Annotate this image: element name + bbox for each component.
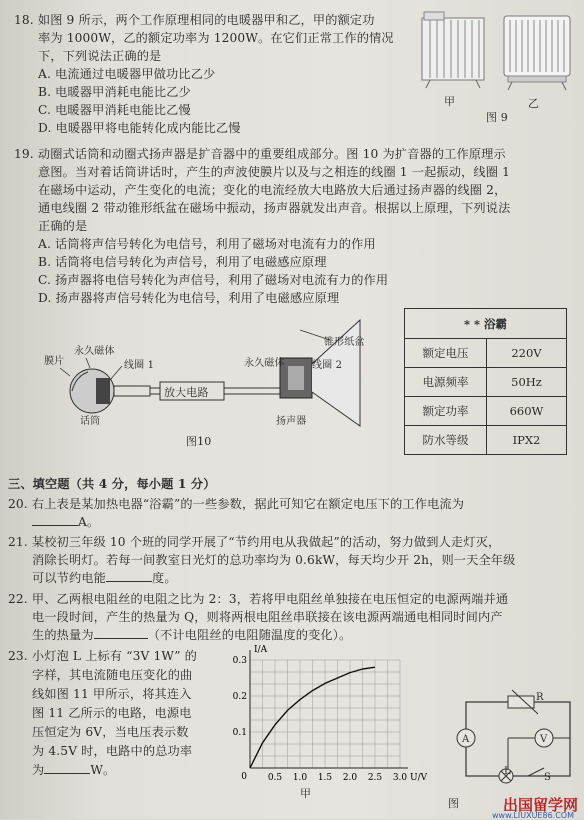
q21-line1: 21. 某校初三年级 10 个班的同学开展了“节约用电从我做起”的活动，努力做到人走灯灭， bbox=[8, 535, 501, 549]
q20-line1: 20. 右上表是某加热电器“浴霸”的一些参数，据此可知它在额定电压下的工作电流为 bbox=[8, 497, 465, 511]
q18-option-a: A. 电流通过电暖器甲做功比乙少 bbox=[38, 67, 216, 81]
q18-line3: 下，下列说法正确的是 bbox=[38, 49, 162, 63]
spec-value: 660W bbox=[487, 397, 567, 426]
graph-caption-jia: 甲 bbox=[300, 787, 312, 800]
q19-line2: 意图。当对着话筒讲话时，产生的声波使膜片以及与之相连的线圈 1 一起振动，线圈 1 bbox=[38, 165, 511, 179]
q23-line1: 23. 小灯泡 L 上标有 “3V 1W” 的 bbox=[8, 649, 198, 663]
q23-line3: 线如图 11 甲所示，将其连入 bbox=[32, 687, 192, 701]
x-tick-label: 2.5 bbox=[367, 773, 383, 783]
fig9-caption: 图 9 bbox=[486, 111, 508, 124]
heater-yi-icon bbox=[504, 16, 570, 90]
q23-line4: 图 11 乙所示的电路，电源电 bbox=[32, 706, 192, 720]
q23-line7: 为 W。 bbox=[32, 763, 116, 777]
circuit-label-s: S bbox=[544, 772, 552, 783]
iv-curve-chart bbox=[226, 640, 428, 800]
fig10-caption: 图10 bbox=[186, 435, 212, 448]
q23-line5: 压恒定为 6V，当电压表示数 bbox=[32, 725, 189, 739]
y-tick-label: 0.1 bbox=[232, 728, 247, 738]
x-tick-label: 3.0 bbox=[392, 773, 408, 783]
fig10-label-coil1: 线圈 1 bbox=[124, 360, 155, 371]
x-axis-label: U/V bbox=[410, 773, 428, 783]
spec-key: 防水等级 bbox=[405, 426, 487, 455]
q19-option-c: C. 扬声器将电信号转化为声信号，利用了磁场对电流有力的作用 bbox=[38, 273, 389, 287]
spec-table-title: * * 浴霸 bbox=[405, 309, 567, 339]
x-tick-label: 1.5 bbox=[317, 773, 333, 783]
spec-key: 额定功率 bbox=[405, 397, 487, 426]
q22-answer-blank[interactable] bbox=[94, 627, 148, 639]
fig9-label-yi: 乙 bbox=[528, 97, 540, 110]
y-tick-label: 0.2 bbox=[232, 692, 247, 702]
q21-line2: 消除长明灯。若每一间教室日光灯的总功率均为 0.6kW，每天均少开 2h，则一天全年级 bbox=[32, 553, 516, 567]
origin-label: 0 bbox=[241, 772, 247, 782]
q22-line3: 生的热量为 （不计电阻丝的电阻随温度的变化）。 bbox=[32, 628, 352, 642]
fig11-tail: 图 bbox=[448, 797, 460, 810]
q18-line2: 率为 1000W，乙的额定功率为 1200W。在它们正常工作的情况 bbox=[38, 31, 394, 45]
y-tick-label: 0.3 bbox=[232, 656, 247, 666]
watermark-url: www.LIUXUE86.COM bbox=[491, 811, 574, 820]
fig10-label-amplifier: 放大电路 bbox=[164, 386, 209, 399]
q23-line6: 为 4.5V 时，电路中的总功率 bbox=[32, 744, 193, 758]
spec-value: 220V bbox=[487, 339, 567, 368]
fig9-heaters bbox=[412, 6, 580, 124]
spec-key: 电源频率 bbox=[405, 368, 487, 397]
circuit-label-r: R bbox=[536, 692, 544, 703]
q19-line1: 19. 动圈式话筒和动圈式扬声器是扩音器中的重要组成部分。图 10 为扩音器的工作原理示 bbox=[14, 147, 506, 161]
spec-value: IPX2 bbox=[487, 426, 567, 455]
fig10-label-microphone: 话筒 bbox=[80, 416, 101, 427]
heater-jia-icon bbox=[422, 12, 484, 88]
section-3-heading: 三、填空题（共 4 分，每小题 1 分） bbox=[8, 477, 216, 491]
x-tick-label: 2.0 bbox=[342, 773, 358, 783]
q19-option-d: D. 扬声器将声信号转化为电信号，利用了电磁感应原理 bbox=[38, 291, 340, 305]
fig10-label-coil2: 线圈 2 bbox=[312, 360, 343, 371]
fig10-label-cone: 锥形纸盆 bbox=[324, 337, 365, 348]
x-tick-label: 1.0 bbox=[292, 773, 308, 783]
y-axis-label: I/A bbox=[254, 645, 268, 655]
q19-option-a: A. 话筒将声信号转化为电信号，利用了磁场对电流有力的作用 bbox=[38, 237, 376, 251]
circuit-label-l: L bbox=[504, 766, 511, 777]
switch-icon bbox=[528, 768, 544, 776]
q19-option-b: B. 话筒将电信号转化为声信号，利用了电磁感应原理 bbox=[38, 255, 327, 269]
q23-line2: 字样，其电流随电压变化的曲 bbox=[32, 668, 193, 682]
q21-answer-blank[interactable] bbox=[106, 570, 152, 582]
circuit-label-a: A bbox=[462, 734, 470, 745]
q20-answer-blank[interactable] bbox=[32, 514, 78, 526]
q18-option-b: B. 电暖器甲消耗电能比乙少 bbox=[38, 85, 191, 99]
fig10-label-diaphragm: 膜片 bbox=[44, 356, 65, 367]
q19-line4: 通电线圈 2 带动锥形纸盆在磁场中振动，扬声器就发出声音。根据以上原理，下列说法 bbox=[38, 201, 511, 215]
q22-line2: 电一段时间，产生的热量为 Q，则将两根电阻丝串联接在该电源两端通电相同时间内产 bbox=[32, 610, 503, 624]
spec-table bbox=[404, 308, 567, 455]
q23-answer-blank[interactable] bbox=[44, 762, 90, 774]
q18-line1: 18. 如图 9 所示，两个工作原理相同的电暖器甲和乙，甲的额定功 bbox=[14, 13, 375, 27]
fig10-label-magnet1: 永久磁体 bbox=[74, 346, 115, 357]
q21-line3: 可以节约电能 度。 bbox=[32, 571, 177, 585]
q19-line3: 在磁场中运动，产生变化的电流；变化的电流经放大电路放大后通过扬声器的线圈 2， bbox=[38, 183, 507, 197]
watermark-logo: 出国留学网 bbox=[502, 796, 578, 814]
spec-value: 50Hz bbox=[487, 368, 567, 397]
fig10-label-magnet2: 永久磁体 bbox=[244, 358, 285, 369]
q19-line5: 正确的是 bbox=[38, 219, 88, 233]
x-tick-label: 0.5 bbox=[267, 773, 283, 783]
fig10-label-speaker: 扬声器 bbox=[276, 416, 307, 427]
q20-line2: A。 bbox=[32, 514, 99, 530]
circuit-label-v: V bbox=[540, 734, 548, 745]
q18-option-c: C. 电暖器甲消耗电能比乙慢 bbox=[38, 103, 191, 117]
spec-key: 额定电压 bbox=[405, 339, 487, 368]
q22-line1: 22. 甲、乙两根电阻丝的电阻之比为 2：3，若将甲电阻丝单独接在电压恒定的电源两端并通 bbox=[8, 592, 509, 606]
fig9-label-jia: 甲 bbox=[444, 95, 456, 108]
q18-option-d: D. 电暖器甲将电能转化成内能比乙慢 bbox=[38, 121, 241, 135]
